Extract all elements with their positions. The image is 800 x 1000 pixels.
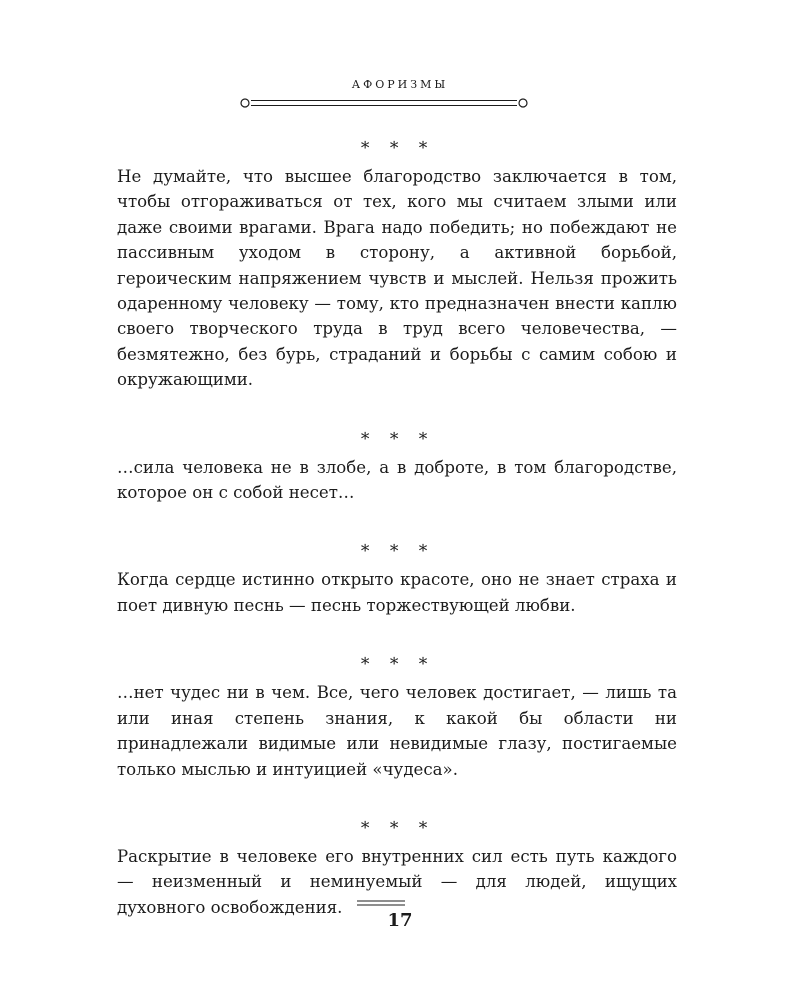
- aphorism-paragraph: …нет чудес ни в чем. Все, чего человек достигает, — лишь та или иная степень знания, к какой бы области ни принадлежали видимые или невидимые глазу, постигаемые только мыслью и интуицией «чудеса».: [117, 683, 677, 779]
- folio-double-rule: [357, 899, 405, 907]
- aphorism-paragraph: …сила человека не в злобе, а в доброте, в том благородстве, которое он с собой несет…: [117, 457, 677, 503]
- asterism-separator: ∗ ∗ ∗: [359, 814, 435, 835]
- asterism-separator: ∗ ∗ ∗: [359, 651, 435, 672]
- aphorisms-body: [117, 132, 677, 920]
- page-number: 17: [387, 910, 413, 931]
- running-head-title: АФОРИЗМЫ: [351, 78, 449, 91]
- aphorism-paragraph: Когда сердце истинно открыто красоте, оно не знает страха и поет дивную песнь — песнь торжествующей любви.: [117, 570, 677, 615]
- header-ornament-rule: [239, 96, 529, 110]
- asterism-separator: ∗ ∗ ∗: [359, 425, 435, 446]
- aphorism-paragraph: Раскрытие в человеке его внутренних сил есть путь каждого — неизменный и неминуемый — для людей, ищущих духовного освобождения.: [117, 846, 677, 917]
- aphorism-paragraph: Не думайте, что высшее благородство заключается в том, чтобы отгораживаться от тех, кого мы считаем злыми или даже своими врагами. Врага надо победить; но побеждают не пассивным уходом в сторону, а активной борьбой, героическим напряжением чувств и мыслей. Нельзя прожить одаренному человеку — тому, кто предназначен внести каплю своего творческого труда в труд всего человечества, — безмятежно, без бурь, страданий и борьбы с самим собою и окружающими.: [117, 167, 677, 390]
- asterism-separator: ∗ ∗ ∗: [359, 538, 435, 559]
- asterism-separator: ∗ ∗ ∗: [359, 135, 435, 155]
